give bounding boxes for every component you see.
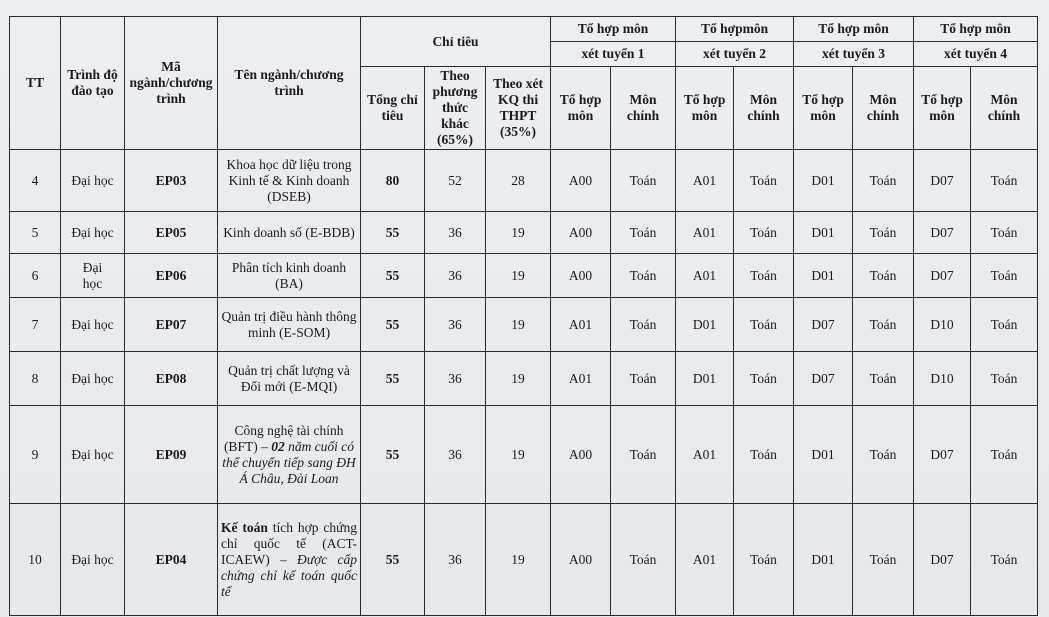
cell-total: 55	[361, 352, 425, 406]
cell-name	[218, 406, 361, 504]
header-combo-3-sub: Tổ hợp môn	[794, 67, 853, 150]
cell-combo4: D10	[914, 352, 971, 406]
cell-main1: Toán	[611, 254, 676, 298]
table-row	[10, 212, 1038, 254]
cell-combo4: D07	[914, 254, 971, 298]
header-combo-2-main: Môn chính	[734, 67, 794, 150]
cell-combo3: D01	[794, 150, 853, 212]
header-combo-3-line1: Tổ hợp môn	[794, 17, 914, 42]
cell-tt: 8	[10, 352, 61, 406]
cell-combo2: D01	[676, 352, 734, 406]
cell-combo2: D01	[676, 298, 734, 352]
header-combo-4-line1: Tổ hợp môn	[914, 17, 1038, 42]
cell-code: EP06	[125, 254, 218, 298]
cell-combo4: D07	[914, 212, 971, 254]
cell-combo4: D07	[914, 406, 971, 504]
cell-other: 36	[425, 212, 486, 254]
cell-name: Khoa học dữ liệu trong Kinh tế & Kinh doanh (DSEB)	[218, 150, 361, 212]
name-plain: tích hợp chứng chỉ quốc tế (ACT-ICAEW) –	[221, 519, 357, 567]
cell-main4: Toán	[971, 406, 1038, 504]
header-combo-2-line2: xét tuyển 2	[676, 42, 794, 67]
cell-main4: Toán	[971, 150, 1038, 212]
cell-code: EP07	[125, 298, 218, 352]
cell-thpt: 28	[486, 150, 551, 212]
cell-tt: 5	[10, 212, 61, 254]
cell-main2: Toán	[734, 212, 794, 254]
cell-combo1: A00	[551, 254, 611, 298]
header-quota-thpt: Theo xét KQ thi THPT (35%)	[486, 67, 551, 150]
cell-name: Kinh doanh số (E-BDB)	[218, 212, 361, 254]
cell-combo2: A01	[676, 150, 734, 212]
name-italic: Được cấp chứng chỉ kế toán quốc tế	[221, 551, 357, 599]
cell-level: Đại học	[61, 150, 125, 212]
cell-other: 36	[425, 406, 486, 504]
cell-combo3: D01	[794, 504, 853, 616]
cell-combo1: A00	[551, 504, 611, 616]
cell-main2: Toán	[734, 352, 794, 406]
header-combo-3-line2: xét tuyển 3	[794, 42, 914, 67]
cell-main3: Toán	[853, 254, 914, 298]
cell-thpt: 19	[486, 298, 551, 352]
cell-main1: Toán	[611, 504, 676, 616]
cell-total: 55	[361, 212, 425, 254]
cell-thpt: 19	[486, 504, 551, 616]
cell-combo3: D01	[794, 254, 853, 298]
cell-other: 52	[425, 150, 486, 212]
cell-tt: 4	[10, 150, 61, 212]
header-combo-4-line2: xét tuyển 4	[914, 42, 1038, 67]
name-bold-italic: 02	[271, 438, 285, 454]
cell-tt: 10	[10, 504, 61, 616]
cell-combo2: A01	[676, 254, 734, 298]
cell-total: 55	[361, 254, 425, 298]
header-combo-2-sub: Tổ hợp môn	[676, 67, 734, 150]
cell-main3: Toán	[853, 150, 914, 212]
cell-combo1: A00	[551, 150, 611, 212]
cell-tt: 7	[10, 298, 61, 352]
cell-combo4: D07	[914, 150, 971, 212]
cell-combo1: A00	[551, 406, 611, 504]
cell-combo4: D10	[914, 298, 971, 352]
header-combo-1-sub: Tổ hợp môn	[551, 67, 611, 150]
cell-code: EP08	[125, 352, 218, 406]
header-quota-total: Tổng chỉ tiêu	[361, 67, 425, 150]
cell-name: Quản trị chất lượng và Đổi mới (E-MQI)	[218, 352, 361, 406]
header-quota: Chỉ tiêu	[361, 17, 551, 67]
cell-level: Đại học	[61, 504, 125, 616]
header-combo-1-line1: Tổ hợp môn	[551, 17, 676, 42]
cell-name	[218, 504, 361, 616]
cell-level: Đại học	[61, 212, 125, 254]
table-row	[10, 298, 1038, 352]
cell-thpt: 19	[486, 352, 551, 406]
cell-main1: Toán	[611, 352, 676, 406]
table-row	[10, 254, 1038, 298]
cell-main4: Toán	[971, 254, 1038, 298]
cell-main2: Toán	[734, 406, 794, 504]
cell-combo2: A01	[676, 212, 734, 254]
cell-main1: Toán	[611, 298, 676, 352]
cell-code: EP09	[125, 406, 218, 504]
cell-main3: Toán	[853, 212, 914, 254]
cell-level: Đại học	[61, 352, 125, 406]
header-combo-4-main: Môn chính	[971, 67, 1038, 150]
cell-other: 36	[425, 352, 486, 406]
header-level: Trình độ đào tạo	[61, 17, 125, 150]
cell-main3: Toán	[853, 504, 914, 616]
cell-total: 55	[361, 504, 425, 616]
cell-code: EP03	[125, 150, 218, 212]
cell-name: Phân tích kinh doanh (BA)	[218, 254, 361, 298]
cell-main3: Toán	[853, 298, 914, 352]
cell-combo3: D07	[794, 352, 853, 406]
header-tt: TT	[10, 17, 61, 150]
cell-combo3: D07	[794, 298, 853, 352]
cell-main3: Toán	[853, 406, 914, 504]
table-row	[10, 150, 1038, 212]
cell-main2: Toán	[734, 150, 794, 212]
header-combo-4-sub: Tổ hợp môn	[914, 67, 971, 150]
header-combo-2-line1: Tổ hợpmôn	[676, 17, 794, 42]
header-code: Mã ngành/chương trình	[125, 17, 218, 150]
header-name: Tên ngành/chương trình	[218, 17, 361, 150]
cell-code: EP04	[125, 504, 218, 616]
header-quota-other: Theo phương thức khác (65%)	[425, 67, 486, 150]
cell-thpt: 19	[486, 406, 551, 504]
cell-main4: Toán	[971, 212, 1038, 254]
cell-combo1: A00	[551, 212, 611, 254]
cell-tt: 6	[10, 254, 61, 298]
cell-code: EP05	[125, 212, 218, 254]
cell-combo3: D01	[794, 212, 853, 254]
cell-main1: Toán	[611, 212, 676, 254]
cell-other: 36	[425, 298, 486, 352]
cell-level: Đại học	[61, 406, 125, 504]
name-bold: Kế toán	[221, 519, 268, 535]
cell-tt: 9	[10, 406, 61, 504]
cell-main1: Toán	[611, 406, 676, 504]
header-combo-1-line2: xét tuyển 1	[551, 42, 676, 67]
cell-main2: Toán	[734, 254, 794, 298]
table-row	[10, 352, 1038, 406]
cell-main2: Toán	[734, 298, 794, 352]
cell-total: 55	[361, 298, 425, 352]
cell-other: 36	[425, 254, 486, 298]
cell-name: Quản trị điều hành thông minh (E-SOM)	[218, 298, 361, 352]
cell-combo4: D07	[914, 504, 971, 616]
cell-main2: Toán	[734, 504, 794, 616]
cell-thpt: 19	[486, 254, 551, 298]
cell-combo2: A01	[676, 406, 734, 504]
header-combo-3-main: Môn chính	[853, 67, 914, 150]
cell-main4: Toán	[971, 352, 1038, 406]
cell-main1: Toán	[611, 150, 676, 212]
cell-total: 55	[361, 406, 425, 504]
name-italic: năm cuối có thể chuyển tiếp sang ĐH Á Châu, Đài Loan	[222, 438, 356, 486]
cell-level: Đại học	[61, 298, 125, 352]
cell-combo3: D01	[794, 406, 853, 504]
cell-other: 36	[425, 504, 486, 616]
cell-total: 80	[361, 150, 425, 212]
name-plain: Công nghệ tài chính (BFT) –	[223, 422, 344, 454]
cell-main4: Toán	[971, 298, 1038, 352]
cell-main3: Toán	[853, 352, 914, 406]
cell-main4: Toán	[971, 504, 1038, 616]
cell-combo2: A01	[676, 504, 734, 616]
header-combo-1-main: Môn chính	[611, 67, 676, 150]
cell-combo1: A01	[551, 298, 611, 352]
cell-level: Đại học	[61, 254, 125, 298]
table-row	[10, 406, 1038, 504]
table-row	[10, 504, 1038, 616]
cell-thpt: 19	[486, 212, 551, 254]
cell-combo1: A01	[551, 352, 611, 406]
admission-table	[9, 16, 1038, 616]
